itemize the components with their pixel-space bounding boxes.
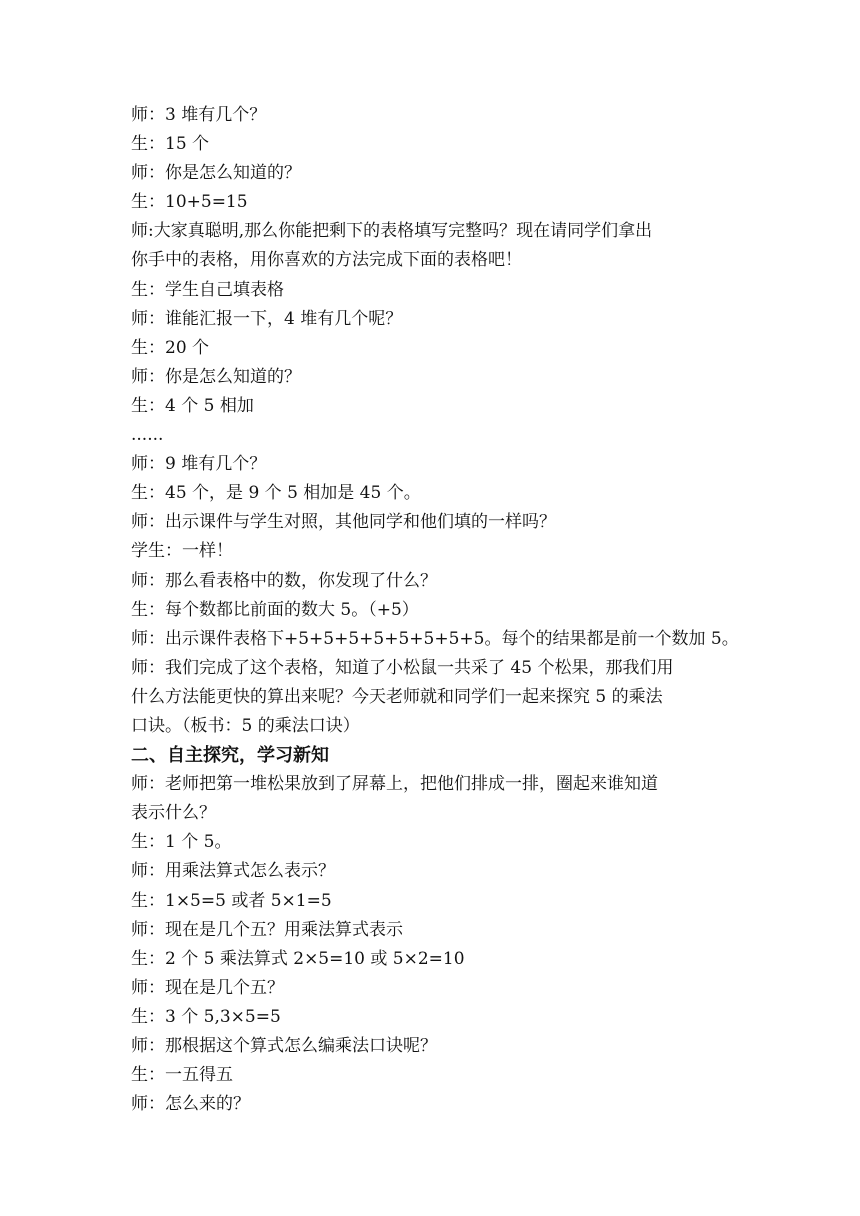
text-line: 师：现在是几个五？用乘法算式表示 (131, 919, 403, 940)
text-line: 师：那根据这个算式怎么编乘法口诀呢？ (131, 1036, 437, 1056)
text-line: 师：怎么来的？ (131, 1094, 250, 1115)
text-line: 生：10+5=15 (131, 192, 248, 213)
text-line: 师：出示课件表格下+5+5+5+5+5+5+5+5。每个的结果都是前一个数加 5。 (131, 628, 739, 649)
text-line: 生：1×5=5 或者 5×1=5 (131, 890, 332, 911)
text-line: 生：45 个，是 9 个 5 相加是 45 个。 (131, 483, 421, 504)
text-line: 师：9 堆有几个？ (131, 454, 267, 475)
text-line: 师：你是怎么知道的？ (131, 366, 301, 387)
text-line: 生：2 个 5 乘法算式 2×5=10 或 5×2=10 (131, 948, 465, 969)
text-line: 师：我们完成了这个表格，知道了小松鼠一共采了 45 个松果，那我们用 (131, 657, 674, 678)
text-line: 师：你是怎么知道的？ (131, 163, 301, 184)
text-line: 口诀。（板书：5 的乘法口诀） (131, 715, 360, 736)
text-line: 师:大家真聪明,那么你能把剩下的表格填写完整吗？现在请同学们拿出 (131, 221, 653, 242)
text-line: 生：4 个 5 相加 (131, 395, 254, 416)
text-line: 什么方法能更快的算出来呢？今天老师就和同学们一起来探究 5 的乘法 (131, 686, 663, 707)
text-line: 师：出示课件与学生对照，其他同学和他们填的一样吗？ (131, 512, 556, 533)
text-line: 生：15 个 (131, 134, 210, 155)
text-line: 师：3 堆有几个？ (131, 105, 267, 125)
text-line: 生：1 个 5。 (131, 832, 232, 853)
text-line: 师：那么看表格中的数，你发现了什么？ (131, 570, 437, 591)
text-line: 师：用乘法算式怎么表示？ (131, 861, 335, 882)
text-line: 生：3 个 5,3×5=5 (131, 1006, 281, 1027)
text-line: 师：现在是几个五？ (131, 977, 284, 998)
text-line: 生：学生自己填表格 (131, 279, 284, 300)
text-line: 生：一五得五 (131, 1065, 233, 1086)
text-line: 师：谁能汇报一下，4 堆有几个呢？ (131, 308, 403, 329)
section-heading: 二、自主探究，学习新知 (131, 745, 329, 767)
text-line: 学生：一样！ (131, 541, 233, 562)
document-body (131, 101, 761, 1119)
text-line: ...... (131, 425, 164, 446)
text-line: 生：20 个 (131, 337, 210, 358)
text-line: 师：老师把第一堆松果放到了屏幕上，把他们排成一排，圈起来谁知道 (131, 774, 658, 795)
text-line: 生：每个数都比前面的数大 5。（+5） (131, 599, 419, 620)
text-line: 你手中的表格，用你喜欢的方法完成下面的表格吧！ (131, 250, 522, 271)
text-line: 表示什么？ (131, 803, 216, 824)
